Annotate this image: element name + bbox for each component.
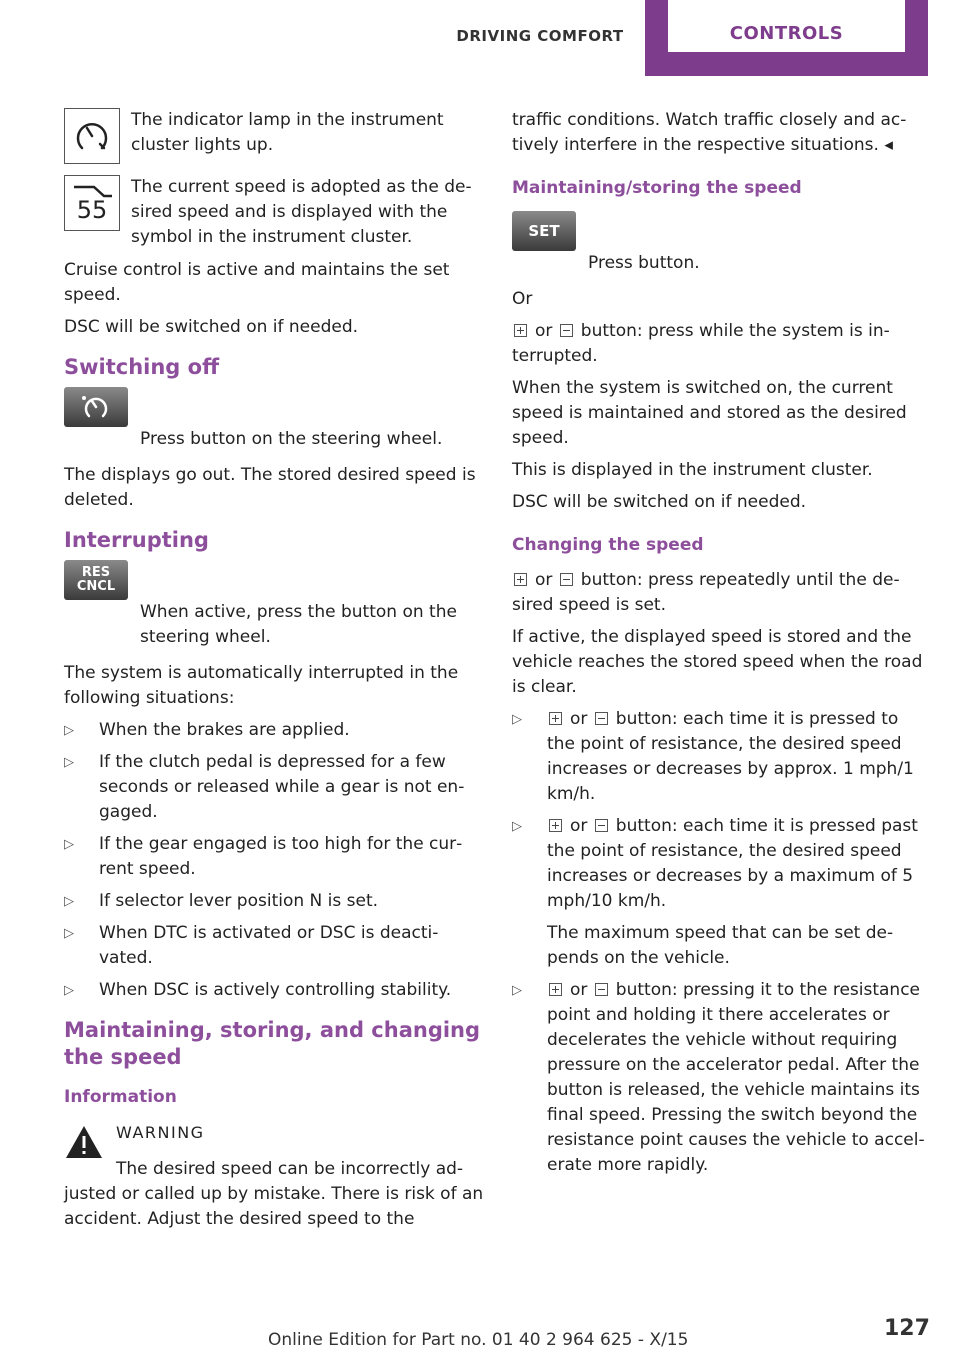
heading-maintaining-storing: Maintaining/storing the speed — [512, 178, 802, 198]
active-paragraph: Cruise control is active and maintains the set speed. — [64, 260, 450, 305]
set-text: Press button. — [588, 253, 700, 273]
change-text: button: press repeatedly until the desired speed is set. — [512, 570, 900, 615]
speed-adopted-text: The current speed is adopted as the desired speed and is displayed with the symbol in the instrument cluster. — [131, 177, 472, 247]
list-item — [512, 814, 928, 971]
list-item-text: button: each time it is pressed to the point of resistance, the desired speed increases or decreases by approx. 1 mph/1 km/h. — [547, 709, 914, 804]
minus-icon — [560, 573, 573, 586]
list-item: ▷ If selector lever position N is set. — [64, 889, 484, 914]
list-item: ▷ When the brakes are applied. — [64, 718, 484, 743]
plus-icon — [514, 573, 527, 586]
or-word: or — [535, 321, 553, 341]
plus-icon — [549, 983, 562, 996]
minus-icon — [595, 819, 608, 832]
switch-off-text: Press button on the steering wheel. — [140, 429, 443, 449]
pm-text: button: press while the system is interrupted. — [512, 321, 890, 366]
set-label: SET — [528, 222, 560, 240]
cncl-label: CNCL — [76, 579, 116, 594]
plus-icon — [549, 712, 562, 725]
warning-title: WARNING — [116, 1123, 205, 1142]
edition-text: Online Edition for Part no. 01 40 2 964 625 - X/15 — [268, 1330, 689, 1350]
right-column — [512, 108, 928, 1185]
minus-icon — [560, 324, 573, 337]
res-cncl-button-icon — [64, 560, 128, 600]
list-item: ▷ If the clutch pedal is depressed for a few seconds or released while a gear is not engaged. — [64, 750, 484, 825]
change-speed-list — [512, 707, 928, 1178]
interrupt-situations-list — [64, 718, 484, 1003]
dsc-paragraph-right: DSC will be switched on if needed. — [512, 492, 807, 512]
list-item-text: button: pressing it to the resistance point and holding it there accelerates or decelerates the vehicle without requiring pressure on the accelerator pedal. After the button is released, the vehicle maintains its final speed. Pressing the switch beyond the resistance point causes the vehicle to accelerate more rapidly. — [547, 980, 925, 1175]
list-item: ▷ When DSC is actively controlling stability. — [64, 978, 484, 1003]
or-word: or — [535, 570, 553, 590]
minus-icon — [595, 712, 608, 725]
or-word: or — [570, 709, 588, 729]
speed-symbol-icon — [64, 175, 120, 231]
list-item-text: button: each time it is pressed past the point of resistance, the desired speed increases or decreases by a maximum of 5 mph/10 km/h. — [547, 816, 918, 911]
list-item-note: The maximum speed that can be set depends on the vehicle. — [547, 923, 894, 968]
speed-symbol-value: 55 — [76, 196, 108, 224]
set-button-icon — [512, 211, 576, 251]
list-item: ▷ If the gear engaged is too high for the current speed. — [64, 832, 484, 882]
switched-on-paragraph: When the system is switched on, the current speed is maintained and stored as the desired speed. — [512, 378, 907, 448]
res-label: RES — [81, 565, 111, 580]
or-word: or — [570, 980, 588, 1000]
heading-changing-speed: Changing the speed — [512, 535, 704, 555]
displayed-paragraph: This is displayed in the instrument cluster. — [512, 460, 873, 480]
list-item: ▷ When DTC is activated or DSC is deactivated. — [64, 921, 484, 971]
warning-icon — [64, 1124, 104, 1168]
chapter-tab[interactable]: CONTROLS — [668, 0, 905, 52]
heading-information: Information — [64, 1087, 177, 1107]
minus-icon — [595, 983, 608, 996]
plus-icon — [549, 819, 562, 832]
cruise-off-button-icon — [64, 387, 128, 427]
if-active-paragraph: If active, the displayed speed is stored and the vehicle reaches the stored speed when the road is clear. — [512, 627, 923, 697]
indicator-text: The indicator lamp in the instrument cluster lights up. — [131, 110, 444, 155]
plus-minus-paragraph — [512, 319, 928, 369]
or-line: Or — [512, 289, 533, 309]
change-paragraph — [512, 568, 928, 618]
heading-maintaining-changing: Maintaining, storing, and changing the speed — [64, 1018, 481, 1069]
dsc-paragraph: DSC will be switched on if needed. — [64, 317, 359, 337]
auto-interrupt-paragraph: The system is automatically interrupted in the following situations: — [64, 663, 459, 708]
or-word: or — [570, 816, 588, 836]
heading-switching-off: Switching off — [64, 355, 220, 379]
displays-out-paragraph: The displays go out. The stored desired speed is deleted. — [64, 465, 476, 510]
warning-block — [64, 1120, 484, 1184]
warning-text: The desired speed can be incorrectly adjusted or called up by mistake. There is risk of an accident. Adjust the desired speed to the — [64, 1159, 484, 1229]
left-column — [64, 108, 484, 1239]
list-item — [512, 978, 928, 1178]
interrupt-text: When active, press the button on the steering wheel. — [140, 602, 457, 647]
page-number: 127 — [884, 1316, 930, 1341]
heading-interrupting: Interrupting — [64, 528, 209, 552]
plus-icon — [514, 324, 527, 337]
warning-continued: traffic conditions. Watch traffic closely and actively interfere in the respective situations. ◂ — [512, 110, 907, 155]
list-item — [512, 707, 928, 807]
section-header: DRIVING COMFORT — [456, 27, 624, 45]
cruise-control-indicator-icon — [64, 108, 120, 164]
